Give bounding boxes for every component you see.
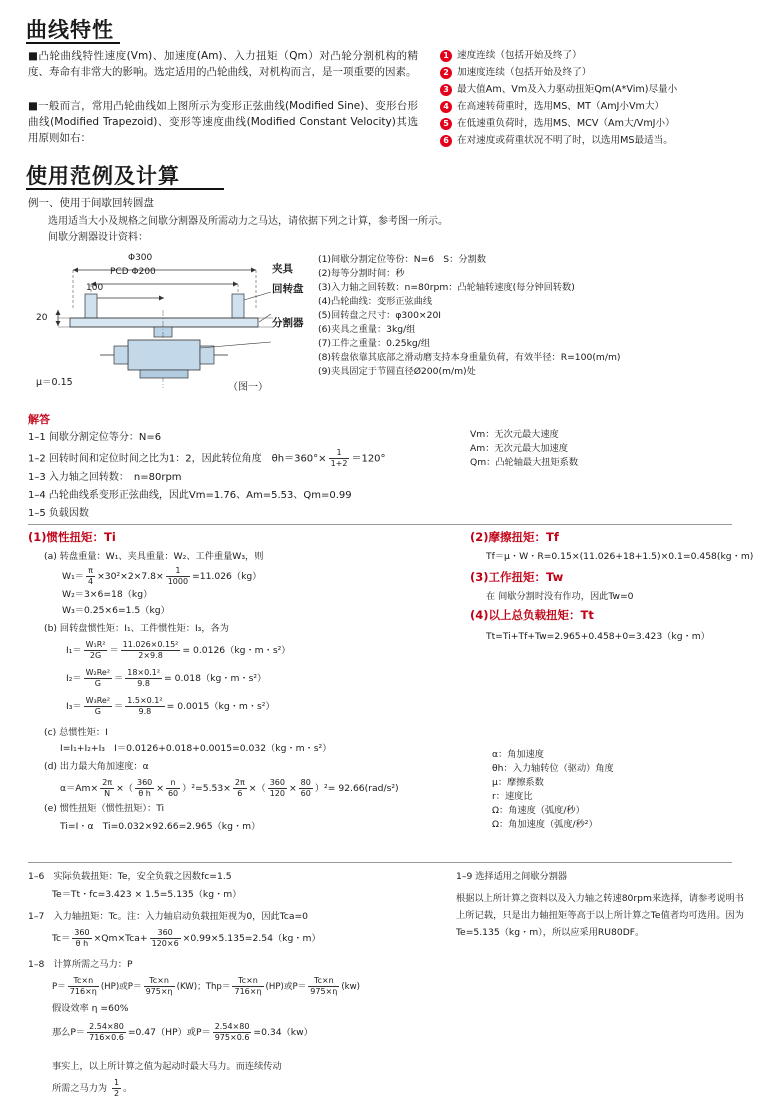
fraction-numerator: Tc×n bbox=[144, 976, 175, 987]
result-end: =0.34（kw） bbox=[253, 1027, 313, 1038]
legend-item: Ω：角速度（弧度/秒） bbox=[492, 805, 585, 816]
fraction-numerator: W₂Re² bbox=[85, 668, 111, 677]
fraction-numerator: 360 bbox=[269, 778, 285, 787]
rule-text: 在低速重负荷时，选用MS、MCV（Am大/VmJ小） bbox=[457, 118, 675, 129]
fraction-numerator: 2π bbox=[102, 778, 113, 787]
fraction-denominator: 716×η bbox=[234, 987, 262, 996]
fraction-denominator: 2G bbox=[89, 651, 102, 660]
symbol-legend bbox=[492, 748, 614, 832]
spec-item: (8)转盘依靠其底部之滑动磨支持本身重量负荷，有效半径：R=100(m/m) bbox=[318, 352, 621, 363]
fraction-denominator: N bbox=[104, 789, 111, 798]
answer-line-1: 1–1 间歇分割定位等分：N=6 bbox=[28, 432, 162, 443]
section-3-equation: 在 间歇分割时没有作功，因此Tw=0 bbox=[486, 591, 634, 602]
fraction-denominator: 2×9.8 bbox=[138, 651, 163, 660]
fraction bbox=[268, 778, 287, 799]
curve-selection-rules bbox=[440, 48, 750, 150]
figure-label-table: 回转盘 bbox=[272, 283, 304, 295]
section-1-title: (1)惯性扭矩：Ti bbox=[28, 530, 116, 544]
rule-text: 在对速度或荷重状况不明了时，以选用MS最适当。 bbox=[457, 135, 673, 146]
figure-label-100: 100 bbox=[86, 283, 104, 293]
fraction-denominator: 60 bbox=[167, 789, 179, 798]
spec-item: (9)夹具固定于节圆直径Ø200(m/m)处 bbox=[318, 366, 476, 377]
intro-paragraph-1: ■凸轮曲线特性速度(Vm)、加速度(Am)、入力扭矩（Qm）对凸轮分割机构的精度、寿命有非常大的影响。选定适用的凸轮曲线，对机构而言，是一项重要的因素。 bbox=[28, 50, 418, 78]
rule-row bbox=[440, 65, 750, 82]
fraction-numerator: 360 bbox=[136, 778, 153, 787]
i3-prefix: I₃＝ bbox=[66, 701, 82, 712]
fraction-numerator: 360 bbox=[74, 928, 90, 937]
w1-end: =11.026（kg） bbox=[192, 571, 262, 582]
sec1-b-lead: (b) 回转盘惯性矩：I₁、工件惯性矩：I₃，各为 bbox=[44, 623, 229, 634]
fraction-denominator: 1000 bbox=[167, 577, 189, 586]
legend-item: Ω：角加速度（弧度/秒²） bbox=[492, 819, 598, 830]
figure-label-divider: 分割器 bbox=[272, 317, 304, 329]
answer-line-3: 1–3 入力轴之回转数： n=80rpm bbox=[28, 472, 182, 483]
fraction bbox=[308, 976, 339, 997]
symbol-list bbox=[470, 428, 578, 470]
fraction-denominator: 6 bbox=[237, 789, 243, 798]
fraction bbox=[233, 778, 247, 799]
fraction bbox=[125, 696, 164, 717]
fraction-denominator: 120 bbox=[269, 789, 285, 798]
fraction-numerator: Tc×n bbox=[308, 976, 339, 987]
figure-label-pcd200: PCD Φ200 bbox=[110, 267, 156, 277]
fraction-numerator: 1 bbox=[166, 566, 190, 577]
fraction bbox=[166, 778, 180, 799]
example-lead-2: 间歇分割器设计资料： bbox=[48, 232, 148, 243]
closing-note-1: 事实上，以上所计算之值为起动时最大马力。而连续传动 bbox=[52, 1061, 282, 1072]
figure-label-20: 20 bbox=[36, 313, 48, 323]
alpha-result: ）²= 92.66(rad/s²) bbox=[314, 783, 399, 794]
intro-paragraph-2: ■一般而言，常用凸轮曲线如上图所示为变形正弦曲线(Modified Sine)、变形台形曲线(Modified Trapezoid)、变形等速度曲线(Modified Constant Velocity)其选用原则如右： bbox=[28, 100, 418, 144]
rule-row bbox=[440, 133, 750, 150]
sec1-w3-equation: W₃＝0.25×6=1.5（kg） bbox=[62, 605, 170, 616]
fraction-numerator: Tc×n bbox=[68, 976, 99, 987]
fraction-denominator: 975×η bbox=[145, 987, 173, 996]
spec-item: (2)每等分割时间：秒 bbox=[318, 268, 405, 279]
fraction-denominator: 975×η bbox=[310, 987, 338, 996]
sec1-e-lead: (e) 惯性扭矩（惯性扭矩）：Ti bbox=[44, 803, 165, 814]
fraction bbox=[84, 668, 112, 689]
fraction bbox=[87, 1022, 126, 1043]
rule-row bbox=[440, 116, 750, 133]
rule-number: 6 bbox=[440, 135, 452, 147]
result-mid: =0.47（HP）或P＝ bbox=[127, 1027, 211, 1038]
rule-number: 3 bbox=[440, 84, 452, 96]
rule-number: 2 bbox=[440, 67, 452, 79]
p-prefix: P＝ bbox=[52, 982, 66, 992]
sec1-c-lead: (c) 总惯性矩：I bbox=[44, 727, 108, 738]
note-end: 。 bbox=[123, 1083, 133, 1094]
fraction bbox=[299, 778, 313, 799]
step-1-9-title: 1–9 选择适用之间歇分割器 bbox=[456, 871, 568, 882]
rule-row bbox=[440, 99, 750, 116]
fraction-numerator: π bbox=[86, 566, 95, 577]
fraction-numerator: 1 bbox=[114, 1078, 120, 1087]
fraction-numerator: 1 bbox=[329, 448, 350, 459]
p-end: (kw) bbox=[341, 982, 361, 992]
symbol-item: Qm：凸轮轴最大扭矩系数 bbox=[470, 457, 579, 468]
spec-list bbox=[318, 253, 748, 379]
fraction-denominator: 1+2 bbox=[330, 459, 348, 468]
section-2-title: (2)摩擦扭矩：Tf bbox=[470, 530, 559, 544]
rule-text: 速度连续（包括开始及终了） bbox=[457, 50, 582, 61]
rule-number: 5 bbox=[440, 118, 452, 130]
fraction-numerator: 2.54×80 bbox=[214, 1022, 250, 1031]
page-title-curve: 曲线特性 bbox=[26, 18, 114, 42]
alpha-prefix: α＝Am× bbox=[60, 783, 99, 794]
fraction-denominator: 2 bbox=[114, 1089, 120, 1098]
i3-equals: ＝ bbox=[114, 701, 124, 712]
tc-result: ×0.99×5.135=2.54（kg・m） bbox=[182, 933, 321, 944]
fraction bbox=[232, 976, 263, 997]
p-mid-1: (HP)或P＝ bbox=[100, 982, 142, 992]
rule-text: 加速度连续（包括开始及终了） bbox=[457, 67, 592, 78]
i2-result: = 0.018（kg・m・s²） bbox=[164, 673, 267, 684]
legend-item: μ：摩擦系数 bbox=[492, 777, 544, 788]
result-prefix: 那么P＝ bbox=[52, 1027, 86, 1038]
fraction bbox=[166, 566, 190, 587]
sec1-w2-equation: W₂＝3×6=18（kg） bbox=[62, 589, 153, 600]
fraction-denominator: 9.8 bbox=[137, 679, 150, 688]
fraction-numerator: W₃Re² bbox=[85, 696, 111, 705]
step-1-8-result bbox=[52, 1022, 313, 1043]
fraction bbox=[125, 668, 162, 689]
fraction-numerator: Tc×n bbox=[232, 976, 263, 987]
i2-prefix: I₂＝ bbox=[66, 673, 82, 684]
w1-middle: ×30²×2×7.8× bbox=[97, 571, 164, 582]
spec-item: (3)入力轴之回转数：n=80rpm：凸轮轴转速度(每分钟回转数) bbox=[318, 282, 575, 293]
answer-line-2-end: ＝120° bbox=[351, 453, 386, 465]
rule-number: 1 bbox=[440, 50, 452, 62]
rule-text: 在高速转荷重时，选用MS、MT（AmJ小Vm大） bbox=[457, 101, 665, 112]
fraction bbox=[135, 778, 154, 799]
answer-line-5: 1–5 负载因数 bbox=[28, 508, 89, 519]
fraction-denominator: G bbox=[94, 679, 101, 688]
rule-number: 4 bbox=[440, 101, 452, 113]
p-mid-2: (KW)；Thp＝ bbox=[176, 982, 231, 992]
fraction-denominator: 716×η bbox=[69, 987, 97, 996]
alpha-open: ×（ bbox=[116, 783, 133, 794]
legend-item: θh：入力轴转位（驱动）角度 bbox=[492, 763, 614, 774]
fraction bbox=[68, 976, 99, 997]
spec-item: (5)回转盘之尺寸：φ300×20I bbox=[318, 310, 442, 321]
fraction-denominator: θ h bbox=[138, 789, 151, 798]
alpha-times2: × bbox=[288, 783, 297, 794]
step-1-7-line-1: 1–7 入力轴扭矩：Tc。注：入力轴启动负载扭矩视为0，因此Tca=0 bbox=[28, 911, 309, 922]
figure-label-mu: μ＝0.15 bbox=[36, 377, 73, 388]
i1-prefix: I₁＝ bbox=[66, 645, 82, 656]
fraction bbox=[121, 640, 181, 661]
divider-2 bbox=[28, 862, 732, 863]
sec1-d-equation bbox=[60, 778, 399, 799]
fraction-numerator: n bbox=[166, 778, 180, 789]
rule-text: 最大值Am、Vm及入力驱动扭矩Qm(A*Vim)尽量小 bbox=[457, 84, 678, 95]
section-3-title: (3)工作扭矩：Tw bbox=[470, 570, 564, 584]
fraction bbox=[150, 928, 181, 949]
sec1-i2-equation bbox=[66, 668, 266, 689]
fraction-numerator: 2.54×80 bbox=[89, 1022, 124, 1031]
step-1-6-line-1: 1–6 实际负载扭矩：Te，安全负载之因数fc=1.5 bbox=[28, 871, 232, 882]
fraction-numerator: 11.026×0.15² bbox=[122, 640, 179, 649]
fraction bbox=[84, 640, 108, 661]
figure-label-d300: Φ300 bbox=[128, 253, 153, 263]
section-2-equation: Tf＝μ・W・R=0.15×(11.026+18+1.5)×0.1=0.458(kg・m) bbox=[486, 551, 754, 562]
title-underline-2 bbox=[26, 188, 224, 190]
legend-item: r：速度比 bbox=[492, 791, 533, 802]
sec1-i1-equation bbox=[66, 640, 290, 661]
title-underline bbox=[26, 42, 120, 44]
rule-row bbox=[440, 82, 750, 99]
tc-prefix: Tc＝ bbox=[52, 933, 71, 944]
alpha-open2: ×（ bbox=[248, 783, 266, 794]
step-1-8-efficiency: 假设效率 η =60% bbox=[52, 1003, 129, 1014]
sec1-e-equation: Ti=I・α Ti=0.032×92.66=2.965（kg・m） bbox=[60, 821, 261, 832]
step-1-8-lead: 1–8 计算所需之马力：P bbox=[28, 959, 133, 970]
spec-item: (7)工件之重量：0.25kg/组 bbox=[318, 338, 431, 349]
answer-line-4: 1–4 凸轮曲线系变形正弦曲线，因此Vm=1.76、Am=5.53、Qm=0.99 bbox=[28, 490, 352, 501]
fraction-denominator: 60 bbox=[300, 789, 311, 798]
step-1-6-line-2: Te＝Tt・fc=3.423 × 1.5=5.135（kg・m） bbox=[52, 889, 242, 900]
step-1-9-body: 根据以上所计算之资料以及入力轴之转速80rpm来选择，请参考说明书上所记载，只是出力轴扭矩等高于以上所计算之Te值者均可选用。因为Te=5.135（kg・m），所以应采用RU80DF。 bbox=[456, 893, 744, 938]
section-4-title: (4)以上总负载扭矩：Tt bbox=[470, 608, 594, 622]
rule-row bbox=[440, 48, 750, 65]
alpha-mid: ）²=5.53× bbox=[182, 783, 231, 794]
answer-title: 解答 bbox=[28, 413, 50, 426]
step-1-7-equation bbox=[52, 928, 321, 949]
alpha-times: × bbox=[156, 783, 164, 794]
step-1-8-equation bbox=[52, 976, 360, 997]
figure-label-jig: 夹具 bbox=[272, 263, 293, 275]
spec-item: (4)凸轮曲线：变形正弦曲线 bbox=[318, 296, 433, 307]
fraction-numerator: 2π bbox=[234, 778, 245, 787]
spec-item: (1)间歇分割定位等份：N=6 S：分割数 bbox=[318, 254, 486, 265]
tc-middle: ×Qm×Tca+ bbox=[93, 933, 148, 944]
fraction-denominator: 9.8 bbox=[138, 707, 152, 716]
divider-1 bbox=[28, 524, 732, 525]
fraction-denominator: 4 bbox=[87, 577, 94, 586]
fraction bbox=[100, 778, 114, 799]
answer-line-2 bbox=[28, 448, 386, 469]
sec1-a-lead: (a) 转盘重量：W₁、夹具重量：W₂、工件重量W₃，则 bbox=[44, 551, 264, 562]
closing-note-2 bbox=[52, 1078, 132, 1099]
fraction bbox=[84, 696, 112, 717]
sec1-w1-equation bbox=[62, 566, 261, 587]
example-lead-1: 选用适当大小及规格之间歇分割器及所需动力之马达，请依据下列之计算，参考图一所示。 bbox=[48, 216, 448, 227]
i3-result: = 0.0015（kg・m・s²） bbox=[166, 701, 275, 712]
sec1-d-lead: (d) 出力最大角加速度：α bbox=[44, 761, 149, 772]
fraction bbox=[112, 1078, 121, 1099]
example-heading: 例一、使用于间歇回转圆盘 bbox=[28, 197, 154, 209]
answer-line-2-text: 1–2 回转时间和定位时间之比为1：2，因此转位角度 θh＝360°× bbox=[28, 453, 327, 465]
spec-item: (6)夹具之重量：3kg/组 bbox=[318, 324, 416, 335]
i2-equals: ＝ bbox=[114, 673, 124, 684]
fraction-denominator: 120×6 bbox=[151, 939, 179, 948]
legend-item: α：角加速度 bbox=[492, 749, 544, 760]
fraction bbox=[213, 1022, 252, 1043]
fraction-numerator: 80 bbox=[300, 778, 311, 787]
figure-caption: （图一） bbox=[228, 382, 268, 393]
section-4-equation: Tt=Ti+Tf+Tw=2.965+0.458+0=3.423（kg・m） bbox=[486, 631, 710, 642]
sec1-i3-equation bbox=[66, 696, 275, 717]
sec1-c-equation: I=I₁+I₂+I₃ I＝0.0126+0.018+0.0015=0.032（kg・m・s²） bbox=[60, 743, 332, 754]
i1-result: = 0.0126（kg・m・s²） bbox=[182, 645, 291, 656]
fraction-denominator: G bbox=[94, 707, 101, 716]
fraction bbox=[329, 448, 350, 469]
fraction-numerator: 1.5×0.1² bbox=[127, 696, 163, 705]
i1-equals: ＝ bbox=[109, 645, 119, 656]
fraction-numerator: 18×0.1² bbox=[127, 668, 161, 677]
fraction-numerator: 360 bbox=[150, 928, 181, 939]
symbol-item: Am：无次元最大加速度 bbox=[470, 443, 568, 454]
fraction-numerator: W₁R² bbox=[85, 640, 106, 649]
w1-prefix: W₁＝ bbox=[62, 571, 84, 582]
symbol-item: Vm：无次元最大速度 bbox=[470, 429, 559, 440]
fraction-denominator: 975×0.6 bbox=[214, 1033, 250, 1042]
fraction bbox=[86, 566, 95, 587]
fraction-denominator: θ h bbox=[75, 939, 89, 948]
fraction bbox=[144, 976, 175, 997]
note-prefix: 所需之马力为 bbox=[52, 1083, 111, 1094]
fraction-denominator: 716×0.6 bbox=[89, 1033, 124, 1042]
p-mid-3: (HP)或P＝ bbox=[265, 982, 307, 992]
fraction bbox=[72, 928, 91, 949]
page-title-usage: 使用范例及计算 bbox=[26, 164, 180, 188]
